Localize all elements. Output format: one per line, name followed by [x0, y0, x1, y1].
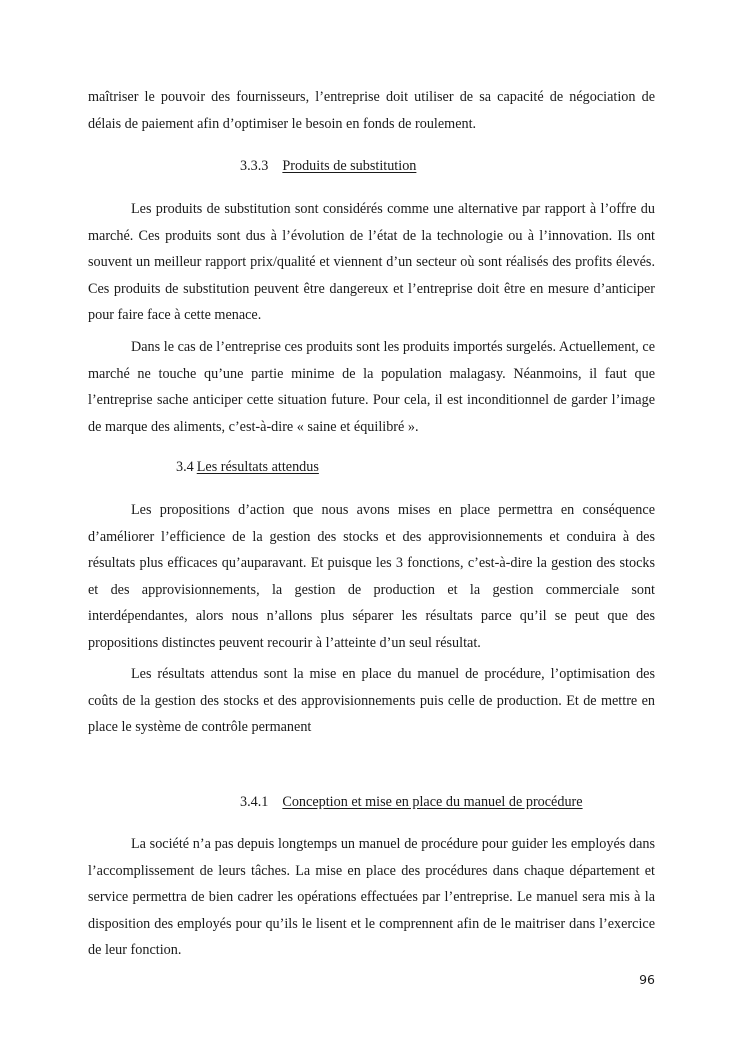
paragraph-substitutes-company: Dans le cas de l’entreprise ces produits sont les produits importés surgelés. Actuellement, ce marché ne touche qu’une partie minime de la population malagasy. Néanmoins, il faut que l’entreprise sache anticiper cette situation future. Pour cela, il est inconditionnel de garder l’image de marque des aliments, c’est-à-dire « saine et équilibré ».	[88, 339, 655, 435]
heading-number: 3.3.3	[240, 158, 269, 174]
heading-number: 3.4	[176, 459, 194, 475]
paragraph-procedure-manual: La société n’a pas depuis longtemps un manuel de procédure pour guider les employés dans l’accomplissement de leurs tâches. La mise en place des procédures dans chaque département et service permettra de bien cadrer les opérations effectuées par l’entreprise. Le manuel sera mis à la disposition des employés pour qu’ils le lisent et le comprennent afin de le maitriser dans l’exercice de leur fonction.	[88, 836, 655, 959]
paragraph-supplier-power: maîtriser le pouvoir des fournisseurs, l’entreprise doit utiliser de sa capacité de négociation de délais de paiement afin d’optimiser le besoin en fonds de roulement.	[88, 89, 655, 132]
paragraph-substitutes-definition: Les produits de substitution sont considérés comme une alternative par rapport à l’offre du marché. Ces produits sont dus à l’évolution de l’état de la technologie ou à l’innovation. Ils ont souvent un meilleur rapport prix/qualité et viennent d’un secteur où sont réalisés des profits élevés. Ces produits de substitution peuvent être dangereux et l’entreprise doit être en mesure d’anticiper pour faire face à cette menace.	[88, 201, 655, 324]
heading-3-4-1	[240, 792, 583, 812]
heading-number: 3.4.1	[240, 794, 269, 810]
paragraph-expected-results-list: Les résultats attendus sont la mise en place du manuel de procédure, l’optimisation des coûts de la gestion des stocks et des approvisionnements puis celle de production. Et de mettre en place le système de contrôle permanent	[88, 666, 655, 736]
heading-title: Les résultats attendus	[196, 459, 319, 475]
page-number: 96	[639, 972, 655, 987]
heading-3-4	[176, 457, 319, 477]
heading-3-3-3	[240, 156, 416, 176]
heading-title: Produits de substitution	[282, 158, 417, 174]
heading-title: Conception et mise en place du manuel de procédure	[282, 794, 583, 810]
paragraph-expected-results-intro: Les propositions d’action que nous avons mises en place permettra en conséquence d’améliorer l’efficience de la gestion des stocks et des approvisionnements et conduira à des résultats plus efficaces qu’auparavant. Et puisque les 3 fonctions, c’est-à-dire la gestion des stocks et des approvisionnements, la gestion de production et la gestion commerciale sont interdépendantes, alors nous n’allons plus séparer les résultats parce qu’il se peut que des propositions distinctes peuvent recourir à l’atteinte d’un seul résultat.	[88, 502, 655, 651]
